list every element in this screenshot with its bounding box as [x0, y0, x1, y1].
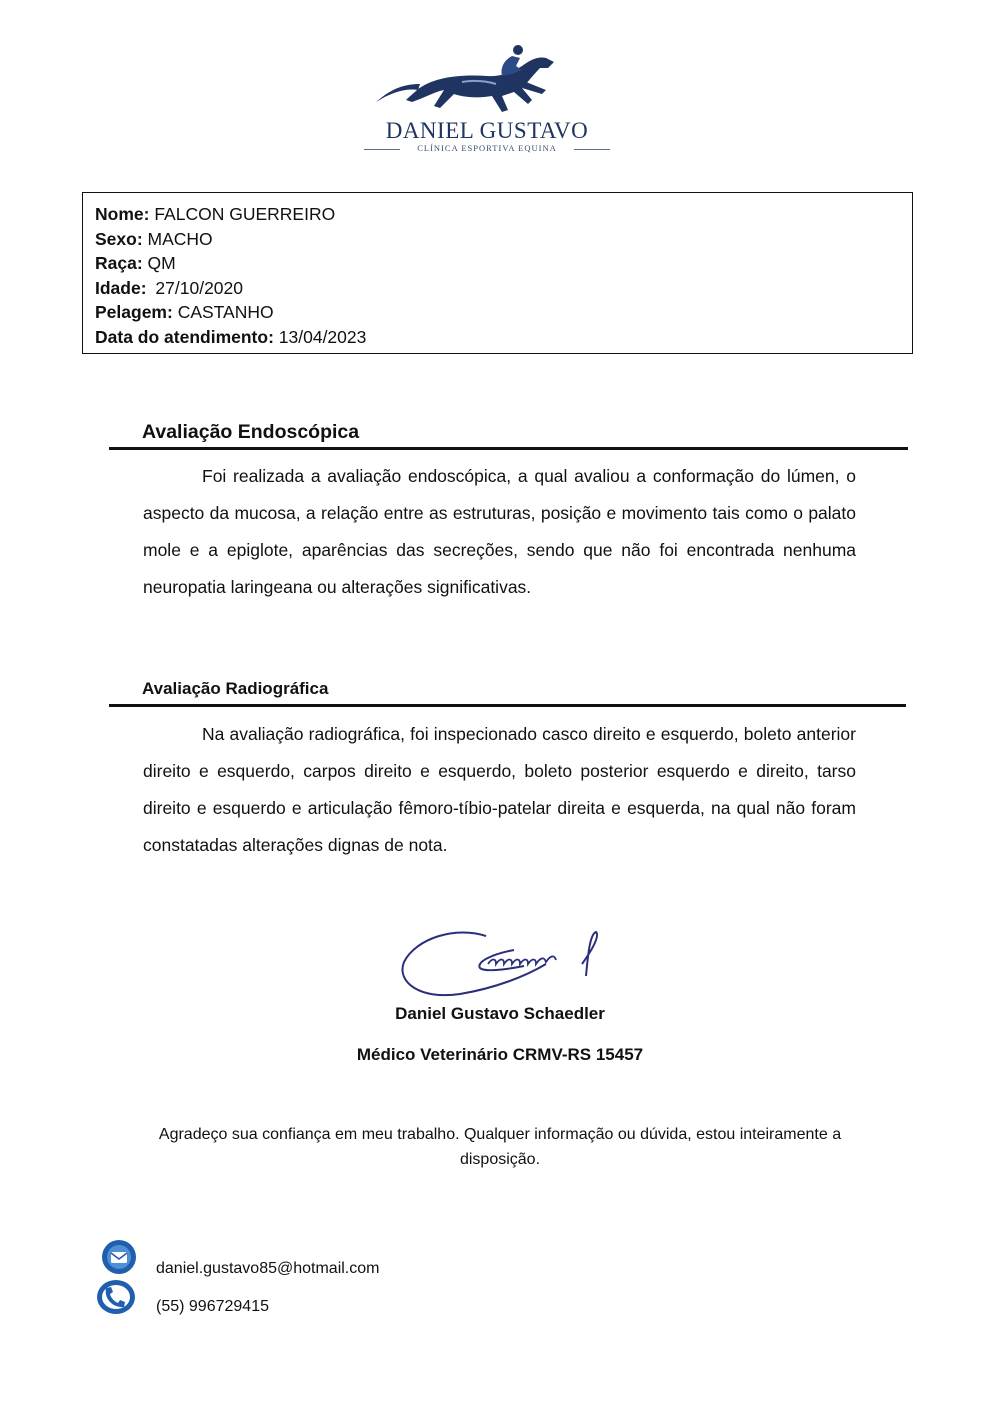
- patient-coat-label: Pelagem:: [95, 302, 173, 323]
- telephone-icon: [94, 1278, 144, 1316]
- patient-name-row: [95, 202, 900, 227]
- patient-name-label: Nome:: [95, 204, 150, 224]
- patient-sex-label: Sexo:: [95, 228, 143, 249]
- patient-sex-value: MACHO: [147, 228, 213, 249]
- patient-sex-row: [95, 227, 900, 252]
- radiography-rule: [109, 704, 906, 707]
- radiography-paragraph: Na avaliação radiográfica, foi inspecionado casco direito e esquerdo, boleto anterior direito e esquerdo, carpos direito e esquerdo, boleto posterior esquerdo e direito, tarso direito e esquerdo e articulação fêmoro-tíbio-patelar direita e esquerda, na qual não foram constatadas alterações dignas de nota.: [143, 724, 856, 855]
- patient-breed-label: Raça:: [95, 253, 143, 274]
- logo-name: DANIEL GUSTAVO: [385, 118, 589, 143]
- handwritten-signature: [396, 920, 616, 1002]
- endoscopy-rule: [109, 447, 908, 450]
- clinic-logo: [362, 38, 612, 160]
- logo-subtitle: CLÍNICA ESPORTIVA EQUINA: [417, 143, 557, 153]
- patient-age-value: 27/10/2020: [155, 277, 244, 298]
- endoscopy-title: Avaliação Endoscópica: [142, 421, 360, 443]
- logo-rule-right: [574, 149, 610, 150]
- patient-info-box: [82, 192, 913, 354]
- racehorse-jockey-logo: [362, 38, 612, 118]
- signer-credential: Médico Veterinário CRMV-RS 15457: [356, 1045, 644, 1064]
- contact-email[interactable]: daniel.gustavo85@hotmail.com: [156, 1260, 380, 1277]
- visit-date-label: Data do atendimento:: [95, 326, 274, 347]
- patient-age-label: Idade:: [95, 277, 147, 298]
- patient-age-row: [95, 276, 900, 301]
- patient-coat-row: [95, 300, 900, 325]
- closing-message: Agradeço sua confiança em meu trabalho. Qualquer informação ou dúvida, estou inteiramente a disposição.: [158, 1126, 842, 1168]
- visit-date-row: [95, 325, 900, 350]
- patient-breed-row: [95, 251, 900, 276]
- envelope-icon: [94, 1237, 144, 1277]
- patient-name-value: FALCON GUERREIRO: [154, 204, 336, 224]
- patient-breed-value: QM: [147, 253, 176, 274]
- radiography-title: Avaliação Radiográfica: [142, 679, 329, 698]
- signer-name: Daniel Gustavo Schaedler: [395, 1004, 605, 1023]
- patient-coat-value: CASTANHO: [177, 302, 274, 323]
- visit-date-value: 13/04/2023: [278, 326, 367, 347]
- contact-phone[interactable]: (55) 996729415: [156, 1298, 269, 1315]
- endoscopy-paragraph: Foi realizada a avaliação endoscópica, a qual avaliou a conformação do lúmen, o aspecto da mucosa, a relação entre as estruturas, posição e movimento tais como o palato mole e a epiglote, aparências das secreções, sendo que não foi encontrada nenhuma neuropatia laringeana ou alterações significativas.: [143, 466, 856, 597]
